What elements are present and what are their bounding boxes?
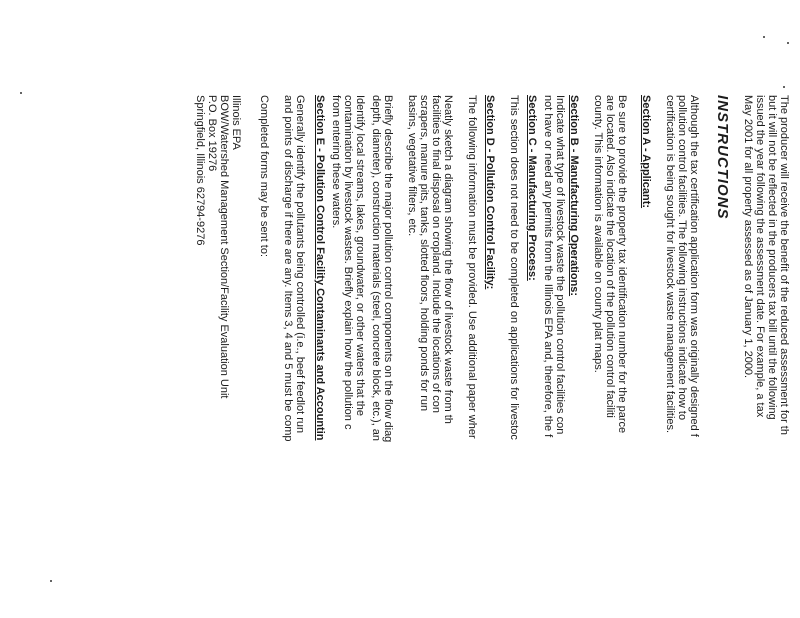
rotated-document <box>90 95 790 618</box>
section-b-heading: Section B - Manufacturing Operations: <box>568 95 580 297</box>
scan-speck <box>50 580 52 582</box>
section-d-line-1: The following information must be provided. Use additional paper wher <box>466 95 478 439</box>
section-d-describe-line-2: depth, diameter), construction materials (steel, concrete block, etc.), an <box>370 95 382 442</box>
page-title: INSTRUCTIONS <box>714 95 731 220</box>
section-d-describe-line-1: Briefly describe the major pollution control components on the flow diag <box>382 95 394 443</box>
section-a-line-2: are located. Also indicate the location of the pollution control faciliti <box>604 95 616 418</box>
scan-speck <box>787 42 789 44</box>
section-a-line-1: Be sure to provide the property tax identification number for the parce <box>616 95 628 434</box>
intro-line-2: but it will not be reflected in the producers tax bill until the following <box>766 95 778 420</box>
section-e-line-1: Generally identify the pollutants being controlled (i.e., beef feedlot run <box>294 95 306 434</box>
section-c-line-1: This section does not need to be completed on applications for livestoc <box>508 95 520 440</box>
intro-line-1: The producer will receive the benefit of the reduced assessment for th <box>778 95 790 435</box>
general-line-1: Although the tax certification application form was originally designed f <box>688 95 700 437</box>
section-d-sketch-line-3: scrapers, manure pits, tanks, slotted floors, holding ponds for run <box>418 95 430 412</box>
address-line-1: Illinois EPA <box>230 95 242 150</box>
address-line-4: Springfield, Illinois 62794-9276 <box>194 95 206 246</box>
general-line-2: pollution control facilities. The following instructions indicate how to <box>676 95 688 421</box>
general-line-3: certification is being sought for livestock waste management facilities. <box>664 95 676 434</box>
scan-speck <box>763 36 765 38</box>
section-d-waters-line-2: contamination by livestock wastes. Briefly explain how the pollution c <box>342 95 354 430</box>
section-d-waters-line-3: from entering these waters. <box>330 95 342 229</box>
section-d-sketch-line-2: facilities to final disposal on cropland. Include the locations of con <box>430 95 442 413</box>
section-a-line-3: county. This information is available on county plat maps. <box>592 95 604 373</box>
mailing-intro: Completed forms may be sent to: <box>258 95 270 258</box>
section-e-line-2: and points of discharge if there are any. Items 3, 4 and 5 must be comp <box>282 95 294 442</box>
scan-speck <box>20 92 22 94</box>
address-line-3: P.O. Box 19276 <box>206 95 218 172</box>
section-d-waters-line-1: Identify local streams, lakes, groundwater, or other waters that the <box>354 95 366 416</box>
section-d-sketch-line-4: basins, vegetative filters, etc. <box>406 95 418 237</box>
section-e-heading: Section E - Pollution Control Facility Contaminants and Accountin <box>314 95 326 441</box>
section-a-heading: Section A - Applicant: <box>640 95 652 209</box>
section-d-sketch-line-1: Neatly sketch a diagram showing the flow of livestock waste from th <box>442 95 454 424</box>
section-c-heading: Section C - Manufacturing Process: <box>526 95 538 281</box>
scan-speck <box>783 86 785 88</box>
intro-line-3: issued the year following the assessment date. For example, a tax <box>754 95 766 418</box>
section-b-line-1: Indicate what type of livestock waste the pollution control facilities con <box>554 95 566 435</box>
section-d-heading: Section D - Pollution Control Facility: <box>484 95 496 290</box>
intro-line-4: May 2001 for all property assessed as of January 1, 2000. <box>742 95 754 379</box>
section-b-line-2: not have or need any permits from the Illinois EPA and, therefore, the f <box>542 95 554 438</box>
address-line-2: BOW/Watershed Management Section/Facility Evaluation Unit <box>218 95 230 399</box>
